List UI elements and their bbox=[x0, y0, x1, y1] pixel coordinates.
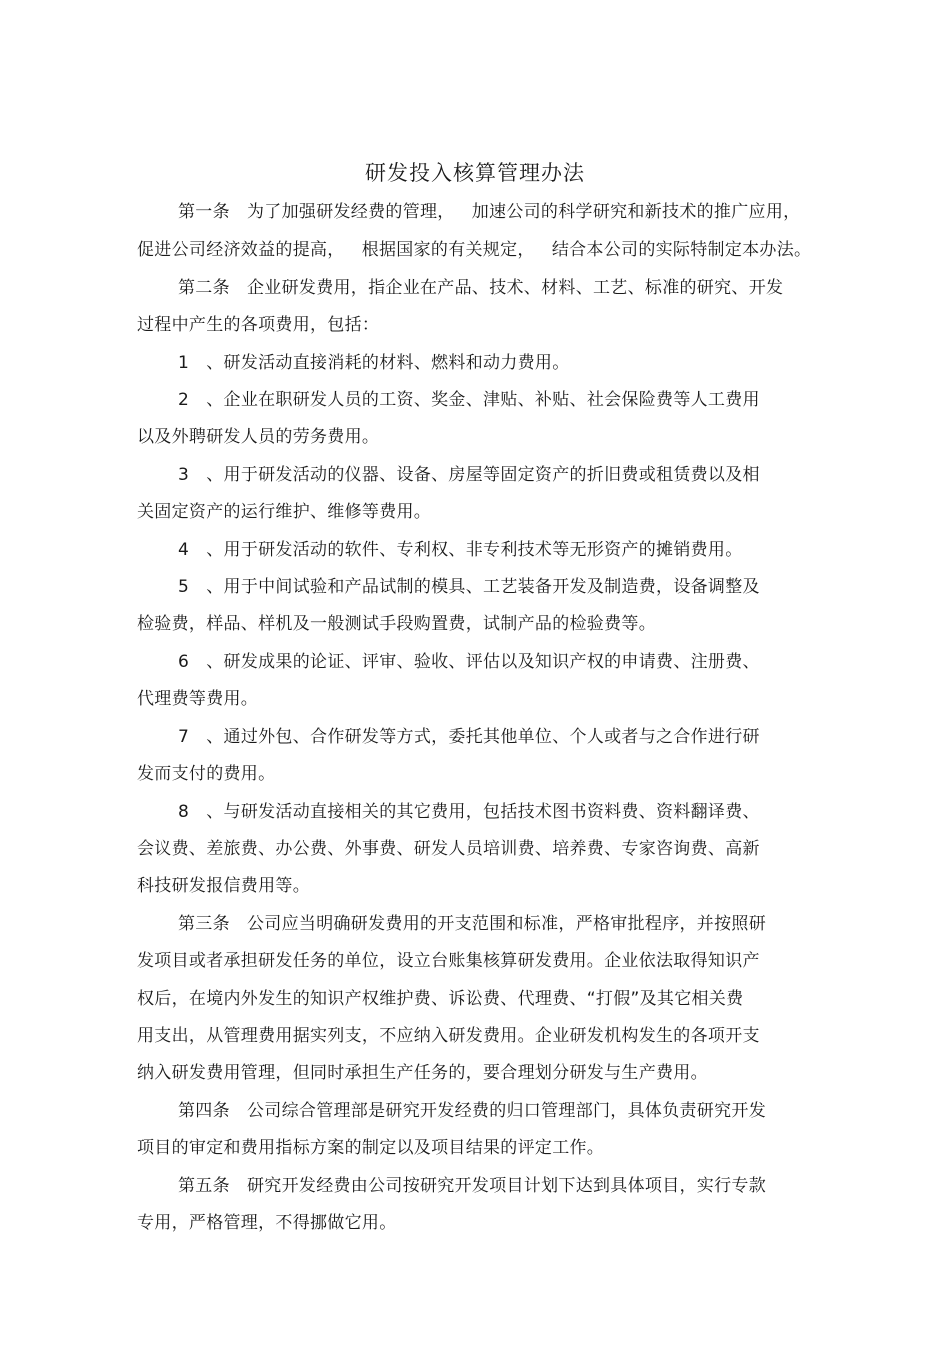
item-4-line-1: 4 、用于研发活动的软件、专利权、非专利技术等无形资产的摊销费用。 bbox=[178, 540, 743, 560]
article-4-line-1: 第四条 公司综合管理部是研究开发经费的归口管理部门，具体负责研究开发 bbox=[178, 1101, 767, 1121]
article-3-line-1: 第三条 公司应当明确研发费用的开支范围和标准，严格审批程序，并按照研 bbox=[178, 914, 767, 934]
item-2-line-1: 2 、企业在职研发人员的工资、奖金、津贴、补贴、社会保险费等人工费用 bbox=[178, 390, 760, 410]
item-8-line-2: 会议费、差旅费、办公费、外事费、研发人员培训费、培养费、专家咨询费、高新 bbox=[137, 839, 760, 859]
item-2-line-2: 以及外聘研发人员的劳务费用。 bbox=[137, 427, 380, 447]
article-4-line-2: 项目的审定和费用指标方案的制定以及项目结果的评定工作。 bbox=[137, 1138, 605, 1158]
item-8-line-1: 8 、与研发活动直接相关的其它费用，包括技术图书资料费、资料翻译费、 bbox=[178, 802, 760, 822]
item-6-line-1: 6 、研发成果的论证、评审、验收、评估以及知识产权的申请费、注册费、 bbox=[178, 652, 760, 672]
article-3-line-2: 发项目或者承担研发任务的单位，设立台账集核算研发费用。企业依法取得知识产 bbox=[137, 951, 760, 971]
article-5-line-2: 专用，严格管理，不得挪做它用。 bbox=[137, 1213, 397, 1233]
article-1-line-2: 促进公司经济效益的提高， 根据国家的有关规定， 结合本公司的实际特制定本办法。 bbox=[137, 240, 812, 260]
item-7-line-2: 发而支付的费用。 bbox=[137, 764, 276, 784]
item-5-line-2: 检验费，样品、样机及一般测试手段购置费，试制产品的检验费等。 bbox=[137, 614, 656, 634]
item-7-line-1: 7 、通过外包、合作研发等方式，委托其他单位、个人或者与之合作进行研 bbox=[178, 727, 760, 747]
article-1-line-1: 第一条 为了加强研发经费的管理， 加速公司的科学研究和新技术的推广应用， bbox=[178, 202, 801, 222]
item-5-line-1: 5 、用于中间试验和产品试制的模具、工艺装备开发及制造费，设备调整及 bbox=[178, 577, 760, 597]
item-6-line-2: 代理费等费用。 bbox=[137, 689, 259, 709]
item-3-line-1: 3 、用于研发活动的仪器、设备、房屋等固定资产的折旧费或租赁费以及相 bbox=[178, 465, 760, 485]
item-3-line-2: 关固定资产的运行维护、维修等费用。 bbox=[137, 502, 432, 522]
article-2-line-1: 第二条 企业研发费用，指企业在产品、技术、材料、工艺、标准的研究、开发 bbox=[178, 278, 784, 298]
article-5-line-1: 第五条 研究开发经费由公司按研究开发项目计划下达到具体项目，实行专款 bbox=[178, 1176, 767, 1196]
document-title: 研发投入核算管理办法 bbox=[365, 161, 585, 185]
item-1-line-1: 1 、研发活动直接消耗的材料、燃料和动力费用。 bbox=[178, 353, 570, 373]
article-3-line-4: 用支出，从管理费用据实列支，不应纳入研发费用。企业研发机构发生的各项开支 bbox=[137, 1026, 760, 1046]
article-3-line-3: 权后，在境内外发生的知识产权维护费、诉讼费、代理费、“打假”及其它相关费 bbox=[137, 989, 744, 1009]
article-3-line-5: 纳入研发费用管理，但同时承担生产任务的，要合理划分研发与生产费用。 bbox=[137, 1063, 708, 1083]
article-2-line-2: 过程中产生的各项费用，包括： bbox=[137, 315, 380, 335]
item-8-line-3: 科技研发报信费用等。 bbox=[137, 876, 310, 896]
